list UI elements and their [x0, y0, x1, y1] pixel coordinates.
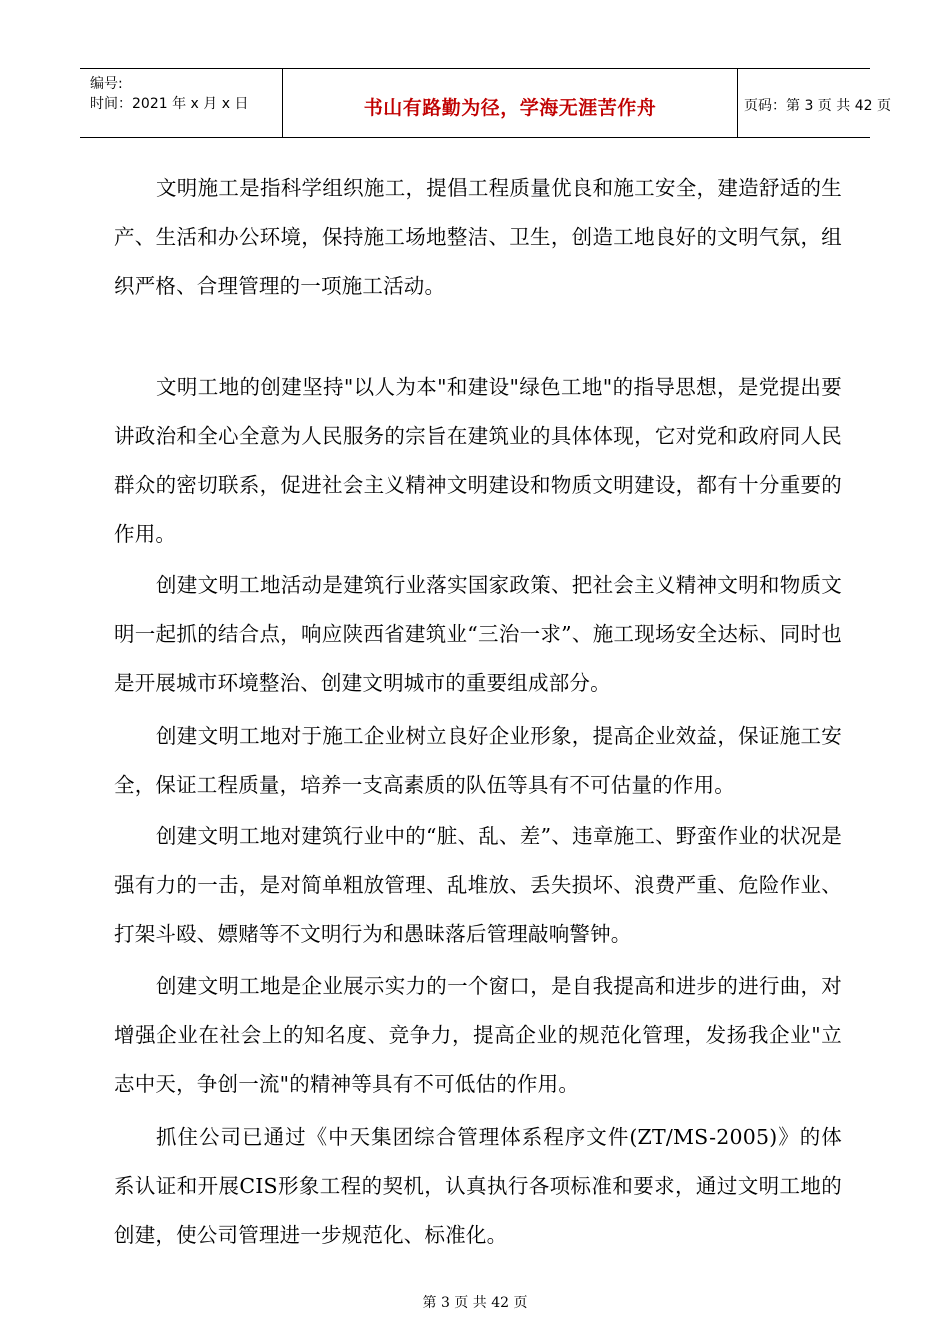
document-time-label: 时间：2021 年 x 月 x 日 — [90, 96, 249, 112]
body-paragraph: 文明施工是指科学组织施工，提倡工程质量优良和施工安全，建造舒适的生产、生活和办公环境，保持施工场地整洁、卫生，创造工地良好的文明气氛，组织严格、合理管理的一项施工活动。 — [114, 176, 842, 298]
page-footer: 第 3 页 共 42 页 — [422, 1295, 528, 1311]
header-motto-cell — [282, 69, 738, 137]
page-header — [80, 68, 891, 138]
header-info-cell — [80, 69, 282, 137]
document-number-label: 编号: — [90, 76, 123, 92]
body-paragraph: 抓住公司已通过《中天集团综合管理体系程序文件(ZT/MS-2005)》的体系认证和开展CIS形象工程的契机，认真执行各项标准和要求，通过文明工地的创建，使公司管理进一步规范化、标准化。 — [114, 1125, 842, 1247]
header-motto: 书山有路勤为径，学海无涯苦作舟 — [363, 97, 657, 119]
body-paragraph: 创建文明工地是企业展示实力的一个窗口，是自我提高和进步的进行曲，对增强企业在社会上的知名度、竞争力，提高企业的规范化管理，发扬我企业"立志中天，争创一流"的精神等具有不可低估的作用。 — [114, 974, 842, 1096]
header-page-cell — [738, 69, 891, 137]
body-paragraph: 创建文明工地活动是建筑行业落实国家政策、把社会主义精神文明和物质文明一起抓的结合点，响应陕西省建筑业“三治一求”、施工现场安全达标、同时也是开展城市环境整治、创建文明城市的重要组成部分。 — [114, 573, 842, 695]
body-paragraph: 创建文明工地对于施工企业树立良好企业形象，提高企业效益，保证施工安全，保证工程质量，培养一支高素质的队伍等具有不可估量的作用。 — [114, 724, 842, 797]
header-page-info: 页码：第 3 页 共 42 页 — [744, 98, 891, 114]
body-paragraph: 文明工地的创建坚持"以人为本"和建设"绿色工地"的指导思想，是党提出要讲政治和全心全意为人民服务的宗旨在建筑业的具体体现，它对党和政府同人民群众的密切联系，促进社会主义精神文明建设和物质文明建设，都有十分重要的作用。 — [114, 375, 842, 546]
body-paragraph: 创建文明工地对建筑行业中的“脏、乱、差”、违章施工、野蛮作业的状况是强有力的一击，是对简单粗放管理、乱堆放、丢失损坏、浪费严重、危险作业、打架斗殴、嫖赌等不文明行为和愚昧落后管理敲响警钟。 — [114, 824, 842, 946]
